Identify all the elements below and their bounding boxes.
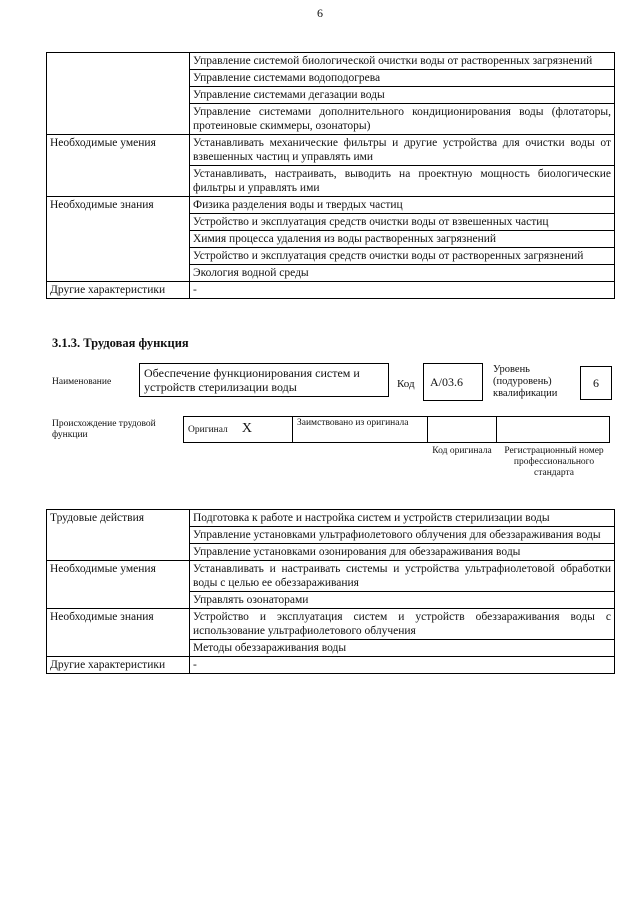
row-item: Физика разделения воды и твердых частиц	[190, 197, 615, 214]
table-row	[47, 609, 615, 640]
origin-reg-cell	[497, 417, 610, 443]
table-row	[47, 657, 615, 674]
row-item: Экология водной среды	[190, 265, 615, 282]
row-group-label: Трудовые действия	[47, 510, 190, 561]
row-item: Управлять озонаторами	[190, 592, 615, 609]
row-item: Управление системами дополнительного кондиционирования воды (флотаторы, протеиновые скиммеры, озонаторы)	[190, 104, 615, 135]
row-group-label: Другие характеристики	[47, 657, 190, 674]
origin-label: Происхождение трудовой функции	[52, 419, 156, 440]
table-row	[47, 561, 615, 592]
row-item: Устройство и эксплуатация систем и устройств обеззараживания воды с использование ультрафиолетового облучения	[190, 609, 615, 640]
row-item: -	[190, 282, 615, 299]
origin-table	[183, 416, 610, 443]
row-item: Устанавливать, настраивать, выводить на проектную мощность биологические фильтры и управлять ими	[190, 166, 615, 197]
name-label: Наименование	[52, 377, 112, 387]
row-item: Устанавливать механические фильтры и другие устройства для очистки воды от взвешенных частиц и управлять ими	[190, 135, 615, 166]
caption-registration-number: Регистрационный номер профессионального стандарта	[504, 446, 604, 478]
row-group-label: Необходимые умения	[47, 135, 190, 197]
qualification-level: 6	[580, 366, 612, 400]
top-table-body	[47, 53, 615, 299]
top-requirements-table	[46, 52, 615, 299]
row-group-label: Необходимые знания	[47, 609, 190, 657]
row-item: Управление системой биологической очистки воды от растворенных загрязнений	[190, 53, 615, 70]
row-item: Устройство и эксплуатация средств очистки воды от взвешенных частиц	[190, 214, 615, 231]
table-row	[47, 53, 615, 70]
origin-original-label: Оригинал	[188, 425, 228, 435]
table-row	[47, 510, 615, 527]
row-group-label	[47, 53, 190, 135]
bottom-table-body	[47, 510, 615, 674]
row-item: Химия процесса удаления из воды растворенных загрязнений	[190, 231, 615, 248]
code-label: Код	[397, 378, 415, 390]
function-code: A/03.6	[423, 363, 483, 401]
row-item: Подготовка к работе и настройка систем и устройств стерилизации воды	[190, 510, 615, 527]
function-name: Обеспечение функционирования систем и устройств стерилизации воды	[139, 363, 389, 397]
row-item: Устанавливать и настраивать системы и устройства ультрафиолетовой обработки воды с целью ее обеззараживания	[190, 561, 615, 592]
table-row	[47, 282, 615, 299]
row-group-label: Необходимые умения	[47, 561, 190, 609]
origin-mark: X	[241, 421, 252, 436]
table-row	[47, 197, 615, 214]
row-group-label: Другие характеристики	[47, 282, 190, 299]
caption-original-code: Код оригинала	[432, 446, 492, 456]
row-item: Управление установками ультрафиолетового облучения для обеззараживания воды	[190, 527, 615, 544]
row-item: Методы обеззараживания воды	[190, 640, 615, 657]
table-row	[47, 135, 615, 166]
row-item: Управление системами дегазации воды	[190, 87, 615, 104]
row-item: Управление установками озонирования для обеззараживания воды	[190, 544, 615, 561]
bottom-requirements-table	[46, 509, 615, 674]
row-item: Управление системами водоподогрева	[190, 70, 615, 87]
page-number: 6	[317, 6, 323, 20]
row-item: Устройство и эксплуатация средств очистки воды от растворенных загрязнений	[190, 248, 615, 265]
row-group-label: Необходимые знания	[47, 197, 190, 282]
section-heading: 3.1.3. Трудовая функция	[52, 336, 189, 350]
origin-borrowed-cell: Заимствовано из оригинала	[293, 417, 428, 443]
level-label: Уровень (подуровень) квалификации	[493, 364, 558, 399]
origin-code-cell	[428, 417, 497, 443]
origin-original-cell	[184, 417, 293, 443]
row-item: -	[190, 657, 615, 674]
